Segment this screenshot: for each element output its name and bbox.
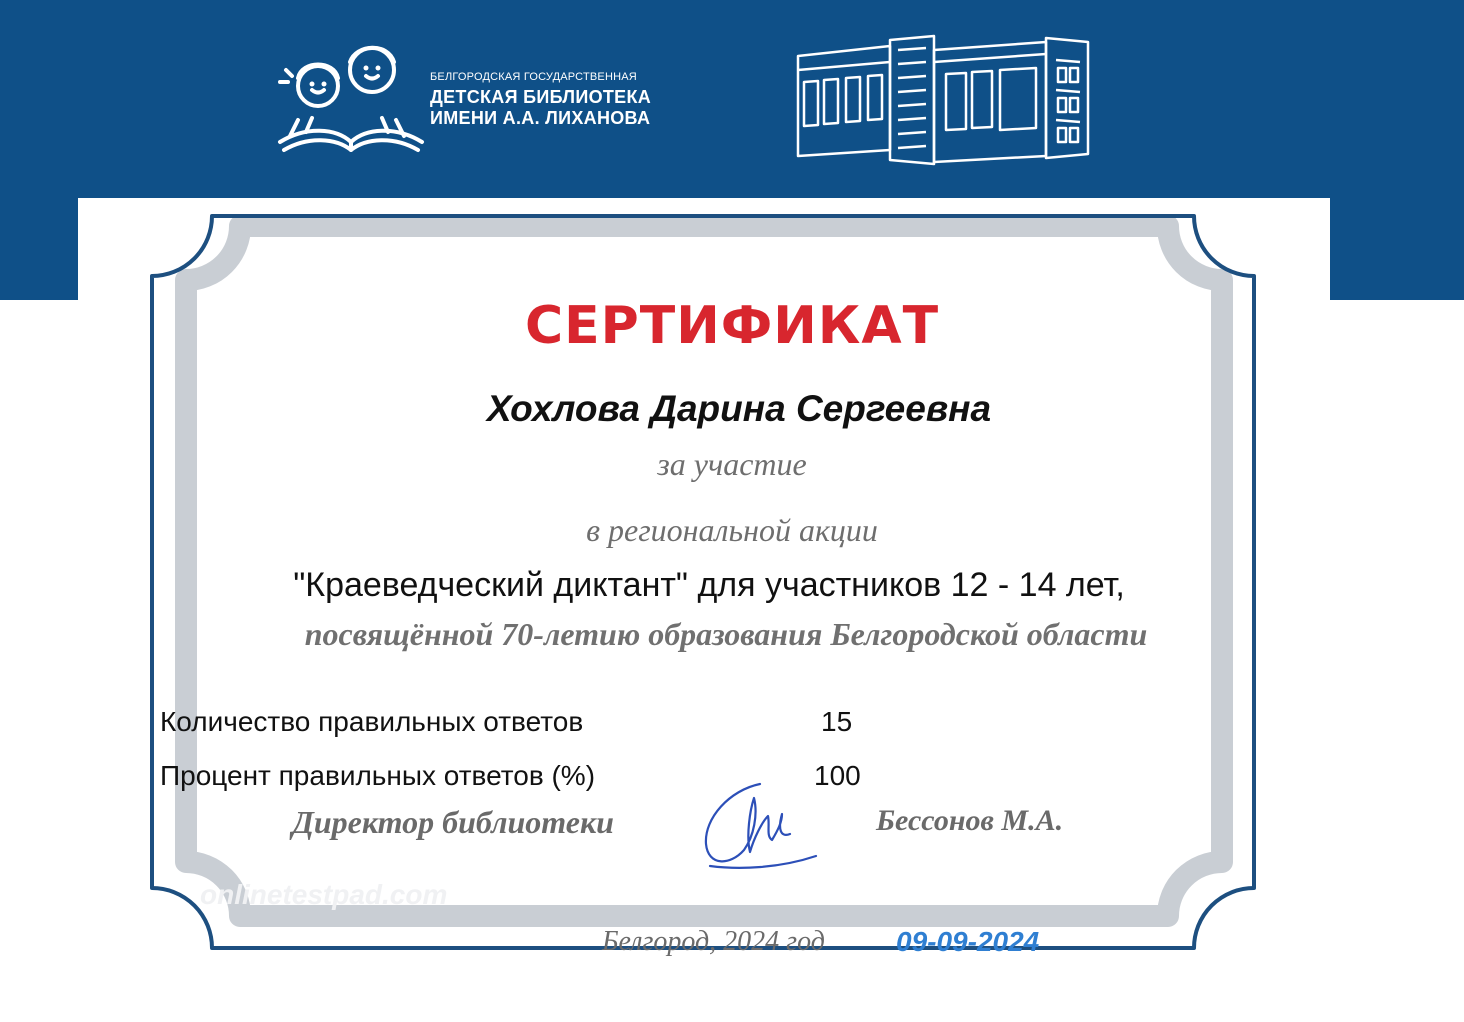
issue-date: 09-09-2024: [896, 926, 1040, 957]
correct-percent-label: Процент правильных ответов (%): [160, 760, 596, 791]
logo-line-name: ИМЕНИ А.А. ЛИХАНОВА: [430, 108, 651, 128]
regional-action-text: в региональной акции: [586, 512, 878, 548]
logo-line-small: БЕЛГОРОДСКАЯ ГОСУДАРСТВЕННАЯ: [430, 71, 637, 83]
director-label: Директор библиотеки: [292, 804, 614, 840]
recipient-name: Хохлова Дарина Сергеевна: [486, 388, 992, 429]
director-name: Бессонов М.А.: [876, 804, 1064, 837]
certificate-title: СЕРТИФИКАТ: [524, 296, 940, 356]
library-building-icon: [794, 30, 1094, 170]
library-logo: [276, 38, 706, 156]
children-reading-logo-icon: [276, 38, 426, 156]
logo-line-library: ДЕТСКАЯ БИБЛИОТЕКА: [430, 87, 652, 107]
watermark-logo: [196, 874, 496, 914]
dedication-text: посвящённой 70-летию образования Белгородской области: [304, 616, 1148, 652]
result-row-correct-count: [160, 706, 920, 742]
correct-count-label: Количество правильных ответов: [160, 706, 584, 737]
correct-percent-value: 100: [814, 760, 861, 791]
place-and-year: Белгород, 2024 год: [602, 926, 825, 957]
for-participation-text: за участие: [657, 446, 807, 482]
logo-text: [430, 71, 651, 129]
event-name: "Краеведческий диктант" для участников 12 - 14 лет,: [293, 566, 1125, 604]
svg-text:onlinetestpad.com: onlinetestpad.com: [200, 879, 448, 910]
director-signature: [690, 770, 820, 880]
correct-count-value: 15: [821, 706, 853, 737]
